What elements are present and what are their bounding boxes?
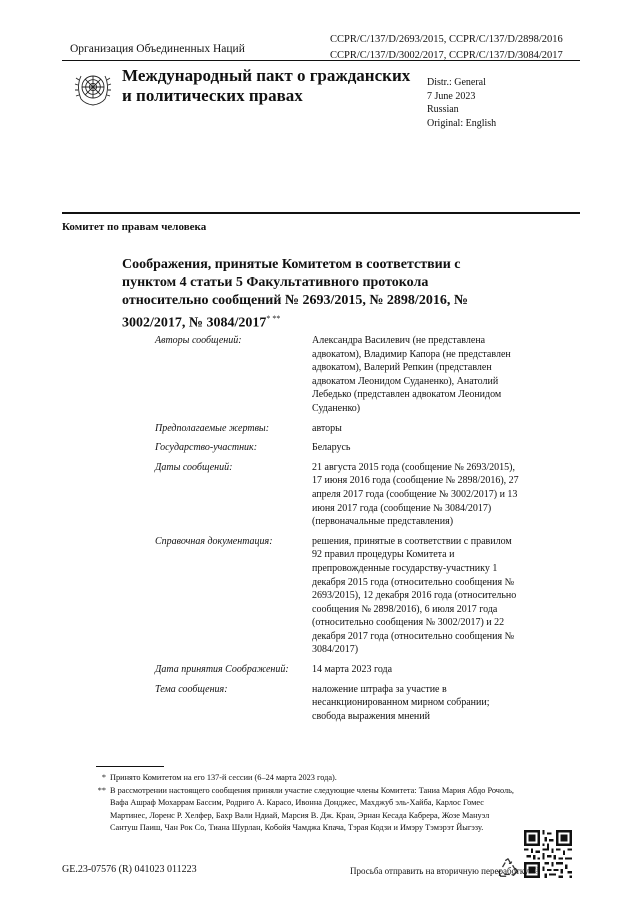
committee-name: Комитет по правам человека	[62, 221, 207, 233]
document-symbol-line: CCPR/C/137/D/3002/2017, CCPR/C/137/D/3084/2017	[330, 49, 563, 61]
distribution-original: Original: English	[427, 117, 497, 129]
title-divider	[62, 212, 580, 214]
distribution-language: Russian	[427, 104, 459, 115]
footnote-marks: * **	[266, 314, 281, 323]
un-emblem-icon	[73, 68, 113, 108]
footnote-mark: *	[101, 773, 106, 782]
metadata-table	[155, 334, 520, 729]
document-heading	[122, 256, 502, 333]
metadata-value: 14 марта 2023 года	[312, 664, 393, 676]
metadata-value: наложение штрафа за участие в несанкционированном мирном собрании; свобода выражения мнений	[312, 683, 490, 722]
recycle-arrows-icon: ♲	[530, 866, 540, 877]
header-divider	[62, 60, 580, 61]
recycle-text: Просьба отправить на вторичную переработку	[350, 866, 529, 876]
metadata-row-victims	[155, 422, 520, 436]
metadata-label: Государство-участник:	[155, 442, 258, 454]
document-symbol-line: CCPR/C/137/D/2693/2015, CCPR/C/137/D/2898/2016	[330, 34, 563, 45]
footnote-text: Принято Комитетом на его 137-й сессии (6–24 марта 2023 года).	[110, 773, 337, 782]
metadata-row-documentation	[155, 535, 520, 657]
footnote	[96, 785, 516, 835]
heading-text: Соображения, принятые Комитетом в соответствии с пунктом 4 статьи 5 Факультативного протокола относительно сообщений № 2693/2015, № 2898/2016, № 3002/2017, № 3084/2017	[122, 257, 468, 331]
metadata-value: авторы	[312, 422, 342, 434]
distribution-block	[427, 76, 496, 130]
metadata-row-subject	[155, 683, 520, 724]
metadata-label: Дата принятия Соображений:	[155, 664, 289, 676]
document-title: Международный пакт о гражданских и политических правах	[122, 66, 411, 105]
metadata-label: Предполагаемые жертвы:	[155, 422, 270, 434]
metadata-row-state-party	[155, 441, 520, 455]
footnote-divider	[96, 766, 164, 767]
footnote-text: В рассмотрении настоящего сообщения приняли участие следующие члены Комитета: Таниа Мария Абдо Рочоль, Вафа Ашраф Мохаррам Бассим, Родриго А. Карасо, Ивонна Донджес, Махджуб эль-Хайба, Карлос Гомес Мартинес, Лоренс Р. Хелфер, Бахр Вали Ндиай, Марсия В. Дж. Кран, Эрнан Кесада Кабрера, Жозе Мануэл Сантуш Паиш, Чан Рок Со, Тиана Шурлан, Кобойя Чамджа Кпача, Тэрая Кодзи и Имэру Тэмэрэт Йыгэзу.	[110, 785, 514, 832]
metadata-label: Даты сообщений:	[155, 461, 233, 473]
metadata-value: 21 августа 2015 года (сообщение № 2693/2015), 17 июня 2016 года (сообщение № 2898/2016), 27 апреля 2017 года (сообщение № 3002/2017) и 13 июня 2017 года (сообщение № 3084/2017) (первоначальные представления)	[312, 461, 519, 528]
document-number: GE.23-07576 (R) 041023 011223	[62, 864, 197, 875]
footnotes	[96, 772, 516, 835]
document-symbols	[330, 32, 630, 63]
metadata-value: Беларусь	[312, 442, 351, 454]
recycle-note	[350, 866, 540, 877]
metadata-label: Справочная документация:	[155, 535, 273, 547]
metadata-row-authors	[155, 334, 520, 416]
organization-name: Организация Объединенных Наций	[70, 43, 245, 55]
distribution-date: 7 June 2023	[427, 90, 476, 102]
metadata-label: Авторы сообщений:	[155, 335, 242, 346]
footnote-mark: **	[97, 785, 106, 795]
distribution-line: Distr.: General	[427, 77, 486, 88]
metadata-row-dates	[155, 461, 520, 529]
metadata-value: Александра Василевич (не представлена адвокатом), Владимир Капора (не представлен адвокатом), Валерий Репкин (представлен адвокатом Леонидом Суданенко), Анатолий Лебедько (представлен адвокатом Леонидом Суданенко)	[312, 335, 511, 414]
metadata-value: решения, принятые в соответствии с правилом 92 правил процедуры Комитета и препровожденные государству-участнику 1 декабря 2015 года (относительно сообщения № 2693/2015), 12 декабря 2016 года (относительно сообщения № 2898/2016), 6 июля 2017 года (относительно сообщения № 3002/2017) и 22 декабря 2017 года (относительно сообщения № 3084/2017)	[312, 535, 517, 656]
metadata-row-adoption-date	[155, 663, 520, 677]
footnote	[96, 772, 516, 785]
metadata-label: Тема сообщения:	[155, 683, 228, 695]
